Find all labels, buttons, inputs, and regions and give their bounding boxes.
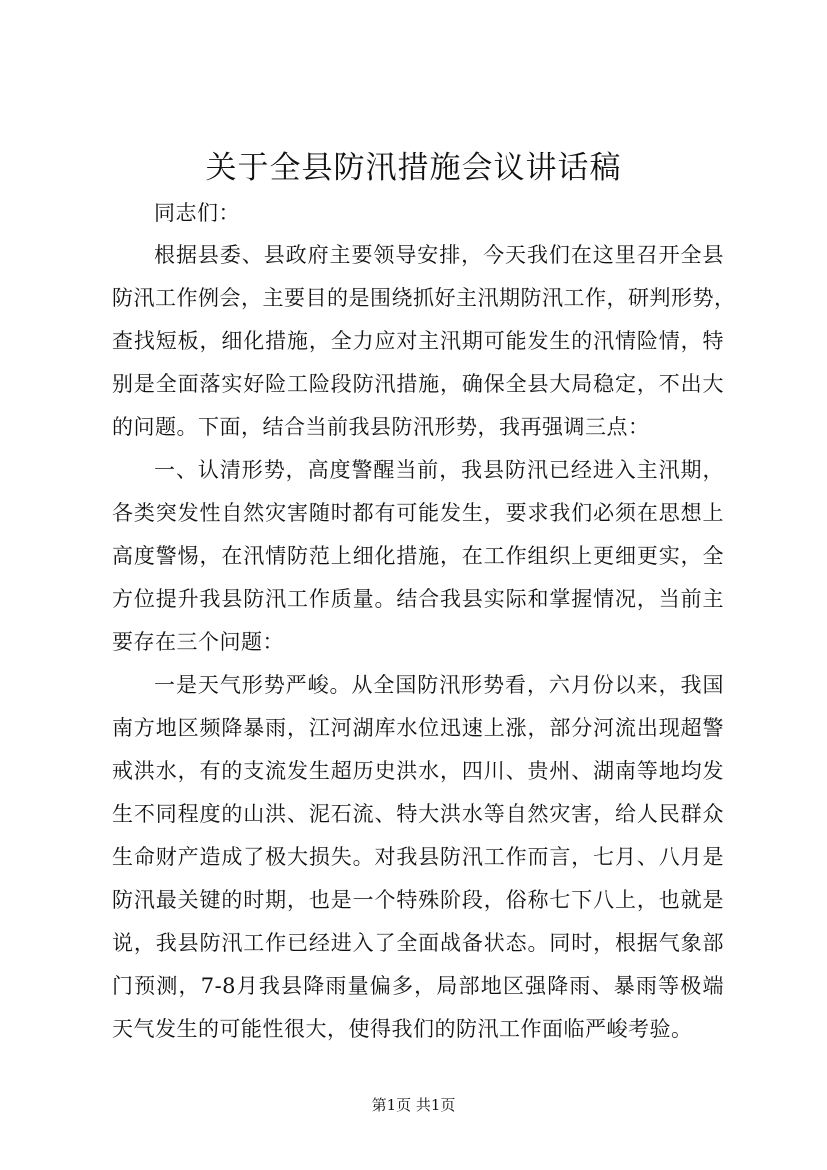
paragraph-line: 一是天气形势严峻。从全国防汛形势看，六月份以来，我国 <box>154 673 724 697</box>
paragraph-line: 天气发生的可能性很大，使得我们的防汛工作面临严峻考验。 <box>112 1017 693 1041</box>
paragraph-line: 要存在三个问题： <box>112 630 284 654</box>
paragraph-line: 说，我县防汛工作已经进入了全面战备状态。同时，根据气象部 <box>112 931 724 955</box>
paragraph-line: 方位提升我县防汛工作质量。结合我县实际和掌握情况，当前主 <box>112 587 724 611</box>
page-number-footer: 第1页 共1页 <box>371 1096 456 1114</box>
paragraph-line: 各类突发性自然灾害随时都有可能发生，要求我们必须在思想上 <box>112 501 724 525</box>
paragraph-line: 查找短板，细化措施，全力应对主汛期可能发生的汛情险情，特 <box>112 329 724 353</box>
paragraph-line: 别是全面落实好险工险段防汛措施，确保全县大局稳定，不出大 <box>112 372 724 396</box>
paragraph-line: 防汛工作例会，主要目的是围绕抓好主汛期防汛工作，研判形势， <box>112 286 736 310</box>
document-title: 关于全县防汛措施会议讲话稿 <box>205 150 622 186</box>
paragraph-line: 高度警惕，在汛情防范上细化措施，在工作组织上更细更实，全 <box>112 544 724 568</box>
greeting: 同志们： <box>154 201 240 225</box>
paragraph-line: 根据县委、县政府主要领导安排，今天我们在这里召开全县 <box>154 243 724 267</box>
paragraph-line: 生命财产造成了极大损失。对我县防汛工作而言，七月、八月是 <box>112 845 724 869</box>
paragraph-line: 南方地区频降暴雨，江河湖库水位迅速上涨，部分河流出现超警 <box>112 716 724 740</box>
paragraph-line: 戒洪水，有的支流发生超历史洪水，四川、贵州、湖南等地均发 <box>112 759 724 783</box>
paragraph-line: 门预测，7-8月我县降雨量偏多，局部地区强降雨、暴雨等极端 <box>112 974 724 998</box>
paragraph-line: 生不同程度的山洪、泥石流、特大洪水等自然灾害，给人民群众 <box>112 802 724 826</box>
paragraph-line: 防汛最关键的时期，也是一个特殊阶段，俗称七下八上，也就是 <box>112 888 724 912</box>
paragraph-line: 的问题。下面，结合当前我县防汛形势，我再强调三点： <box>112 415 650 439</box>
paragraph-line: 一、认清形势，高度警醒当前，我县防汛已经进入主汛期， <box>154 458 724 482</box>
